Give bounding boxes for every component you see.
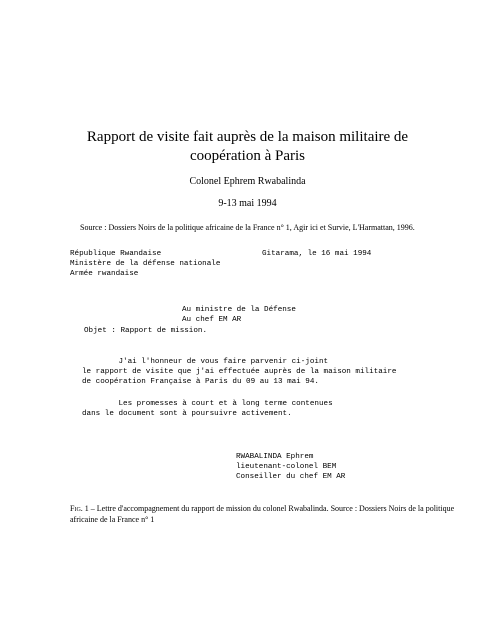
figure-caption (70, 503, 455, 525)
paragraph-line: le rapport de visite que j'ai effectuée auprès de la maison militaire (82, 368, 397, 377)
page-title (70, 128, 425, 166)
letter-signature (236, 452, 345, 483)
sender-line: Armée rwandaise (70, 270, 139, 278)
sender-line: République Rwandaise (70, 250, 162, 258)
letter-sender (70, 249, 220, 279)
source-note: Source : Dossiers Noirs de la politique africaine de la France n° 1, Agir ici et Survie, L'Harmattan, 1996. (80, 223, 415, 232)
signature-line: lieutenant-colonel BEM (236, 463, 337, 472)
figure-label: Fig. 1 (70, 504, 89, 513)
signature-line: Conseiller du chef EM AR (236, 473, 346, 482)
letter-subject: Objet : Rapport de mission. (84, 327, 208, 335)
letter-recipient (182, 305, 296, 325)
paragraph-line: dans le document sont à poursuivre activement. (82, 410, 292, 419)
title-line: Rapport de visite fait auprès de la maison militaire de (86, 129, 409, 145)
letter-paragraph-2 (82, 399, 333, 419)
letter-place-date: Gitarama, le 16 mai 1994 (262, 250, 372, 258)
signature-line: RWABALINDA Ephrem (236, 453, 314, 461)
author: Colonel Ephrem Rwabalinda (189, 176, 306, 187)
sender-line: Ministère de la défense nationale (70, 260, 221, 268)
recipient-line: Au ministre de la Défense (182, 306, 296, 314)
paragraph-line: Les promesses à court et à long terme contenues (82, 400, 333, 408)
document-date: 9-13 mai 1994 (218, 198, 277, 209)
title-line: coopération à Paris (190, 148, 305, 164)
caption-text: – Lettre d'accompagnement du rapport de mission du colonel Rwabalinda. Source : Dossiers Noirs de la politique africaine de la France n° 1 (70, 504, 455, 524)
paragraph-line: de coopération Française à Paris du 09 au 13 mai 94. (82, 378, 319, 387)
paragraph-line: J'ai l'honneur de vous faire parvenir ci-joint (82, 358, 329, 366)
letter-paragraph-1 (82, 357, 396, 388)
recipient-line: Au chef EM AR (182, 316, 242, 324)
